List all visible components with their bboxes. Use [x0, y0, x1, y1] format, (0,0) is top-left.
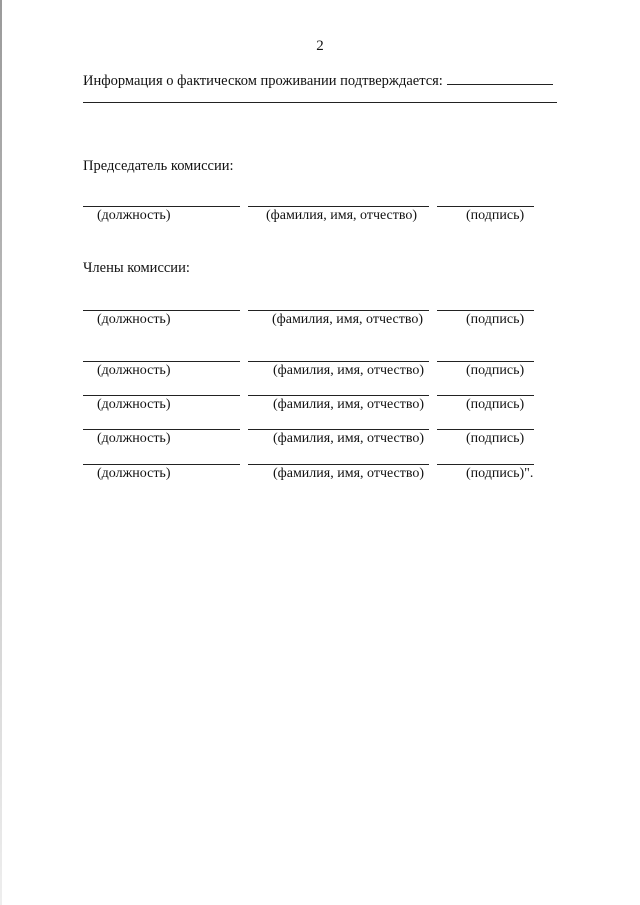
position-line — [83, 395, 240, 396]
info-blank-line — [447, 70, 553, 85]
position-caption: (должность) — [97, 431, 171, 446]
name-caption: (фамилия, имя, отчество) — [272, 312, 424, 327]
name-caption: (фамилия, имя, отчество) — [266, 208, 418, 223]
name-line — [248, 464, 429, 465]
name-line — [248, 206, 429, 207]
position-line — [83, 206, 240, 207]
position-caption: (должность) — [97, 466, 171, 481]
member-signature-row — [0, 310, 640, 340]
signature-line — [437, 464, 534, 465]
position-line — [83, 310, 240, 311]
name-line — [248, 310, 429, 311]
member-signature-row — [0, 361, 640, 391]
signature-line — [437, 310, 534, 311]
signature-line — [437, 429, 534, 430]
signature-line — [437, 395, 534, 396]
members-heading: Члены комиссии: — [83, 260, 190, 276]
signature-caption: (подпись) — [466, 431, 525, 446]
name-caption: (фамилия, имя, отчество) — [273, 466, 425, 481]
info-statement — [83, 70, 553, 90]
page-number: 2 — [316, 38, 324, 54]
signature-caption: (подпись) — [466, 312, 525, 327]
position-line — [83, 361, 240, 362]
member-signature-row — [0, 464, 640, 494]
position-caption: (должность) — [97, 312, 171, 327]
signature-caption: (подпись)". — [466, 466, 534, 481]
signature-line — [437, 206, 534, 207]
signature-caption: (подпись) — [466, 208, 525, 223]
position-caption: (должность) — [97, 397, 171, 412]
signature-caption: (подпись) — [466, 363, 525, 378]
name-caption: (фамилия, имя, отчество) — [273, 397, 425, 412]
position-caption: (должность) — [97, 208, 171, 223]
info-label: Информация о фактическом проживании подтверждается: — [83, 73, 443, 89]
name-line — [248, 395, 429, 396]
position-caption: (должность) — [97, 363, 171, 378]
signature-caption: (подпись) — [466, 397, 525, 412]
info-continuation-line — [83, 102, 557, 103]
name-caption: (фамилия, имя, отчество) — [273, 363, 425, 378]
signature-line — [437, 361, 534, 362]
chairman-heading: Председатель комиссии: — [83, 158, 234, 174]
position-line — [83, 429, 240, 430]
name-line — [248, 361, 429, 362]
chairman-signature-row — [0, 206, 640, 236]
name-line — [248, 429, 429, 430]
name-caption: (фамилия, имя, отчество) — [273, 431, 425, 446]
member-signature-row — [0, 395, 640, 425]
position-line — [83, 464, 240, 465]
member-signature-row — [0, 429, 640, 459]
